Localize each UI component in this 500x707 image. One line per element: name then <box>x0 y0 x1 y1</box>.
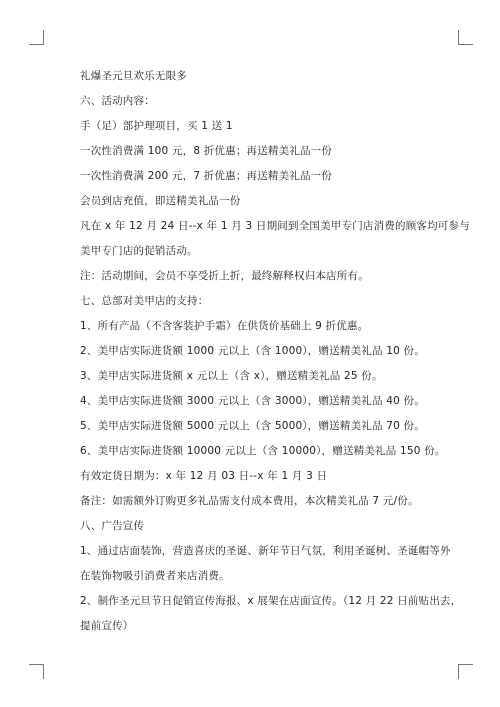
text-line: 4、美甲店实际进货额 3000 元以上（含 3000），赠送精美礼品 40 份。 <box>80 395 425 407</box>
text-line: 礼爆圣元旦欢乐无限多 <box>80 70 187 82</box>
text-line: 提前宣传） <box>80 620 134 632</box>
text-line: 1、通过店面装饰，营造喜庆的圣诞、新年节日气氛，利用圣诞树、圣诞帽等外 <box>80 545 451 557</box>
text-line: 美甲专门店的促销活动。 <box>80 245 198 257</box>
text-line: 2、制作圣元旦节日促销宣传海报、x 展架在店面宣传。（12 月 22 日前贴出去， <box>80 595 462 607</box>
text-line: 2、美甲店实际进货额 1000 元以上（含 1000），赠送精美礼品 10 份。 <box>80 345 425 357</box>
text-line: 一次性消费满 100 元，8 折优惠；再送精美礼品一份 <box>80 145 333 157</box>
text-line: 手（足）部护理项目，买 1 送 1 <box>80 120 233 132</box>
crop-mark-top-left <box>29 30 44 45</box>
text-line: 凡在 x 年 12 月 24 日--x 年 1 月 3 日期间到全国美甲专门店消费的顾客均可参与 <box>80 220 470 232</box>
text-line: 注：活动期间，会员不享受折上折，最终解释权归本店所有。 <box>80 270 369 282</box>
text-line: 3、美甲店实际进货额 x 元以上（含 x），赠送精美礼品 25 份。 <box>80 370 383 382</box>
section-heading: 六、活动内容： <box>80 95 155 107</box>
section-heading: 八、广告宣传 <box>80 520 145 532</box>
text-line: 1、所有产品（不含客装护手霜）在供货价基础上 9 折优惠。 <box>80 320 369 332</box>
text-line: 备注：如需额外订购更多礼品需支付成本费用，本次精美礼品 7 元/份。 <box>80 495 419 507</box>
crop-mark-bottom-right <box>458 664 473 679</box>
text-line: 5、美甲店实际进货额 5000 元以上（含 5000），赠送精美礼品 70 份。 <box>80 420 425 432</box>
text-line: 会员到店充值，即送精美礼品一份 <box>80 195 241 207</box>
text-line: 在装饰物吸引消费者来店消费。 <box>80 570 230 582</box>
text-line: 一次性消费满 200 元，7 折优惠；再送精美礼品一份 <box>80 170 333 182</box>
section-heading: 七、总部对美甲店的支持： <box>80 295 209 307</box>
crop-mark-bottom-left <box>29 664 44 679</box>
document-body <box>80 64 470 639</box>
text-line: 有效定货日期为：x 年 12 月 03 日--x 年 1 月 3 日 <box>80 470 328 482</box>
crop-mark-top-right <box>458 30 473 45</box>
text-line: 6、美甲店实际进货额 10000 元以上（含 10000），赠送精美礼品 150 份。 <box>80 445 446 457</box>
